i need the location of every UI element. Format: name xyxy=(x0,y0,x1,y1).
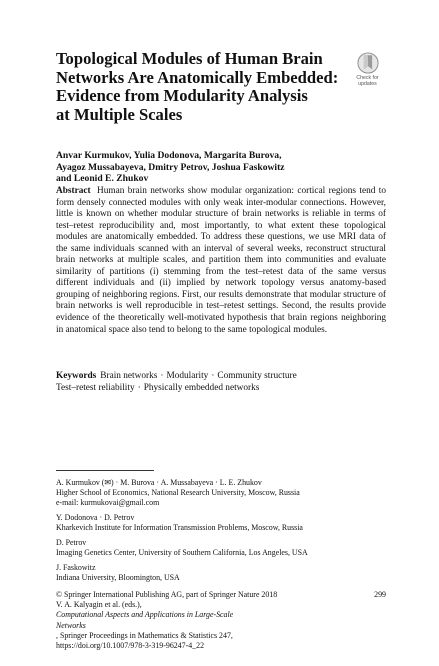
affiliation-institution: Imaging Genetics Center, University of Southern California, Los Angeles, USA xyxy=(56,548,308,558)
keywords xyxy=(56,371,386,394)
abstract xyxy=(56,186,386,336)
affiliation-authors: Y. Dodonova · D. Petrov xyxy=(56,513,135,522)
footnote-divider xyxy=(56,470,154,471)
keyword-separator: · xyxy=(160,371,164,381)
check-for-updates-badge[interactable] xyxy=(352,52,383,92)
doi-link[interactable]: https://doi.org/10.1007/978-3-319-96247-4_22 xyxy=(56,641,205,651)
keywords-line xyxy=(56,371,386,383)
title-line: Networks Are Anatomically Embedded: xyxy=(56,67,339,87)
keyword-separator: · xyxy=(137,382,141,393)
affiliation xyxy=(56,478,386,509)
affiliation xyxy=(56,538,386,558)
abstract-text: Human brain networks show modular organization: cortical regions tend to form densely connected modules with only weak inter-modular connections. However, little is known on whether modular structure of brain networks is reliable in terms of test–retest reproducibility and, most importantly, to what extent these topological modules are anatomically embedded. To address these questions, we use MRI data of the same individuals scanned with an interval of several weeks, reconstruct structural brain networks at multiple scales, and partition them into communities and evaluate similarity of partitions (i) stemming from the test–retest data of the same versus different individuals and (ii) implied by network topology versus anatomy-based grouping of neighboring regions. First, our results demonstrate that modular structure of brain networks is well reproducible in test–retest settings. Second, the results provide evidence of the theoretically well-motivated hypothesis that brain regions neighboring in anatomical space also tend to belong to the same topological modules. xyxy=(56,186,386,335)
keyword-separator: · xyxy=(211,371,215,381)
series-info: , Springer Proceedings in Mathematics & Statistics 247, xyxy=(56,630,233,640)
check-for-updates-label: Check for updates xyxy=(356,75,379,87)
check-for-updates-icon xyxy=(357,52,379,74)
keyword: Community structure xyxy=(217,371,297,381)
publication-footer xyxy=(56,590,356,651)
copyright-line: © Springer International Publishing AG, part of Springer Nature 2018 xyxy=(56,590,278,599)
affiliation xyxy=(56,563,386,583)
citation-line: V. A. Kalyagin et al. (eds.), Computational Aspects and Applications in Large-Scale xyxy=(56,600,234,620)
affiliation-institution: Kharkevich Institute for Information Transmission Problems, Moscow, Russia xyxy=(56,523,303,533)
affiliation-authors: A. Kurmukov (✉) · M. Burova · A. Mussabayeva · L. E. Zhukov xyxy=(56,478,262,487)
author-line: Anvar Kurmukov, Yulia Dodonova, Margarita Burova, xyxy=(56,150,282,161)
paper-title xyxy=(56,49,339,124)
title-line: Topological Modules of Human Brain xyxy=(56,49,323,68)
affiliation-authors: D. Petrov xyxy=(56,538,87,547)
abstract-label: Abstract xyxy=(56,186,91,196)
title-line: Evidence from Modularity Analysis xyxy=(56,86,308,106)
book-title: Computational Aspects and Applications in Large-Scale xyxy=(56,610,234,620)
author-line: Ayagoz Mussabayeva, Dmitry Petrov, Joshua Faskowitz xyxy=(56,161,285,173)
author-line: and Leonid E. Zhukov xyxy=(56,173,149,185)
affiliation xyxy=(56,513,386,533)
affiliation-institution: Higher School of Economics, National Research University, Moscow, Russia xyxy=(56,488,300,498)
author-list xyxy=(56,150,386,185)
keyword: Physically embedded networks xyxy=(143,382,260,393)
affiliation-email[interactable]: e-mail: kurmukovai@gmail.com xyxy=(56,498,160,508)
citation-line xyxy=(56,621,356,641)
page-number: 299 xyxy=(374,590,386,599)
affiliation-institution: Indiana University, Bloomington, USA xyxy=(56,573,180,583)
keyword: Test–retest reliability xyxy=(56,382,135,393)
book-title: Networks xyxy=(56,620,86,630)
keyword: Modularity xyxy=(166,371,209,381)
title-line: at Multiple Scales xyxy=(56,104,183,124)
keyword: Brain networks xyxy=(100,371,158,381)
keywords-label: Keywords xyxy=(56,371,97,381)
affiliation-authors: J. Faskowitz xyxy=(56,563,96,572)
keywords-line xyxy=(56,383,386,395)
